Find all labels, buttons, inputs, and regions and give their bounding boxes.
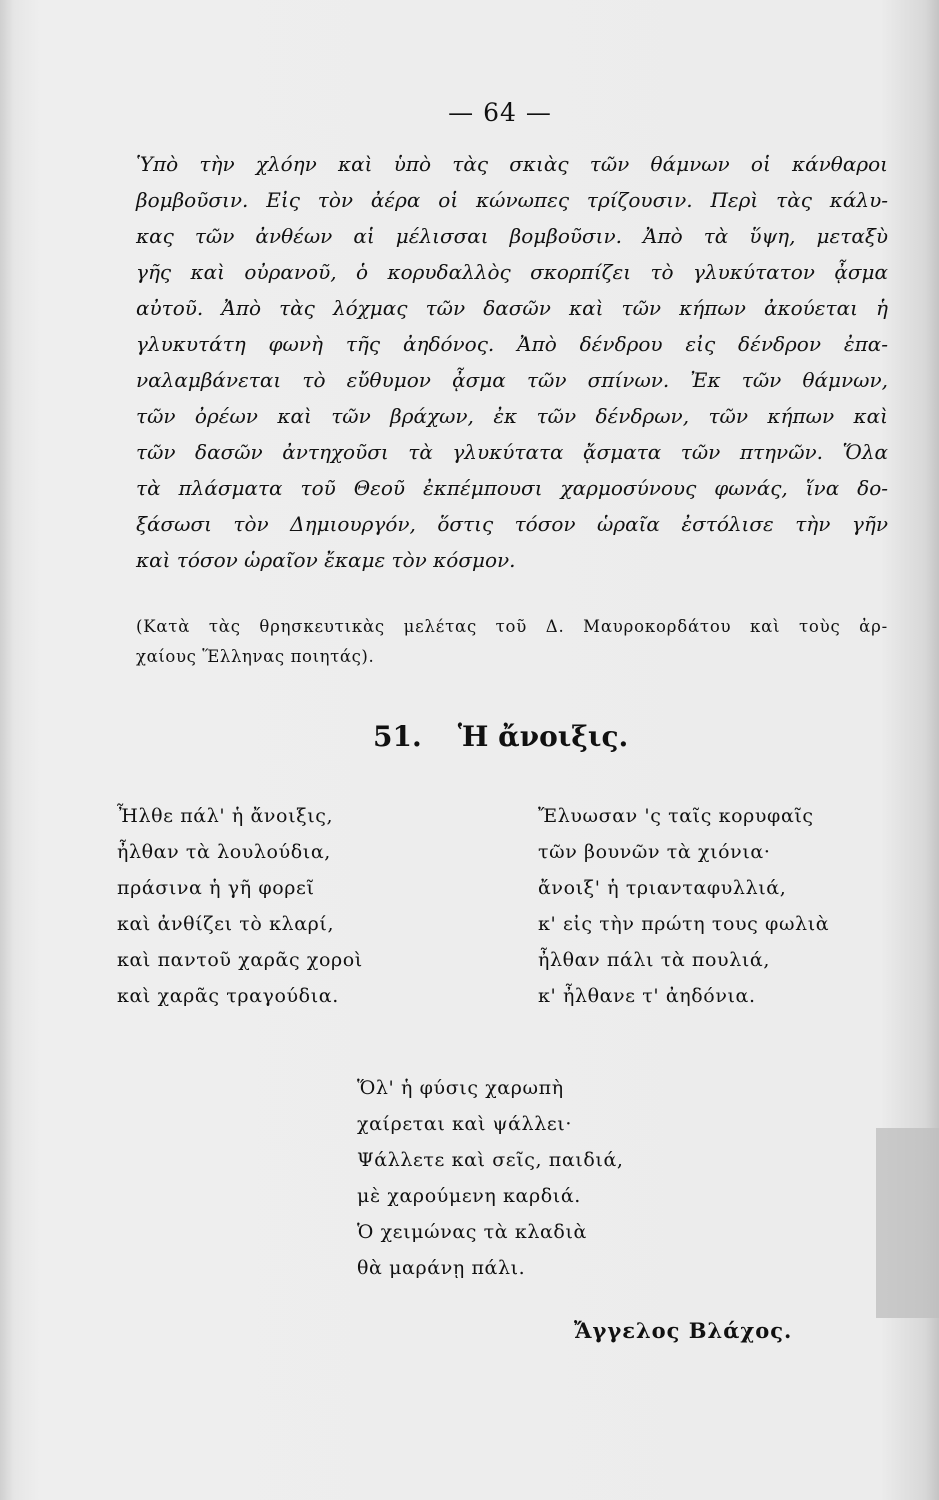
verse-line: Ἦλθε πάλ' ἡ ἄνοιξις, xyxy=(117,805,334,827)
prose-line: Ὑπὸ τὴν χλόην καὶ ὑπὸ τὰς σκιὰς τῶν θάμνων οἱ κάνθαροι xyxy=(136,152,888,176)
verse-line: Ὁ χειμώνας τὰ κλαδιὰ xyxy=(357,1221,587,1243)
show-through-patch xyxy=(876,1128,939,1318)
stanza-right xyxy=(538,798,829,1014)
source-note-line: (Κατὰ τὰς θρησκευτικὰς μελέτας τοῦ Δ. Μαυροκορδάτου καὶ τοὺς ἀρ- xyxy=(136,617,888,636)
verse-line: Ἔλυωσαν 'ς ταῖς κορυφαῖς xyxy=(538,805,814,827)
prose-line: αὐτοῦ. Ἀπὸ τὰς λόχμας τῶν δασῶν καὶ τῶν κήπων ἀκούεται ἡ xyxy=(136,296,888,320)
verse-line: πράσινα ἡ γῆ φορεῖ xyxy=(117,877,315,899)
stanza-left xyxy=(117,798,363,1014)
verse-line: ἦλθαν πάλι τὰ πουλιά, xyxy=(538,949,770,971)
verse-line: κ' εἰς τὴν πρώτη τους φωλιὰ xyxy=(538,913,830,935)
prose-line: τὰ πλάσματα τοῦ Θεοῦ ἐκπέμπουσι χαρμοσύνους φωνάς, ἵνα δο- xyxy=(136,476,888,500)
verse-line: Ὅλ' ἡ φύσις χαρωπὴ xyxy=(357,1077,564,1099)
poem-title: Ἡ ἄνοιξις. xyxy=(457,720,629,753)
source-note-line: χαίους Ἕλληνας ποιητάς). xyxy=(136,647,375,666)
prose-line: κας τῶν ἀνθέων αἱ μέλισσαι βομβοῦσιν. Ἀπὸ τὰ ὕψη, μεταξὺ xyxy=(136,224,888,248)
verse-line: καὶ χαρᾶς τραγούδια. xyxy=(117,985,339,1007)
prose-line: βομβοῦσιν. Εἰς τὸν ἀέρα οἱ κώνωπες τρίζουσιν. Περὶ τὰς κάλυ- xyxy=(136,188,888,212)
verse-line: ἦλθαν τὰ λουλούδια, xyxy=(117,841,331,863)
source-note xyxy=(136,612,888,672)
prose-line: καὶ τόσον ὡραῖον ἔκαμε τὸν κόσμον. xyxy=(136,548,516,572)
verse-line: κ' ἦλθανε τ' ἀηδόνια. xyxy=(538,985,756,1007)
prose-line: τῶν ὀρέων καὶ τῶν βράχων, ἐκ τῶν δένδρων, τῶν κήπων καὶ xyxy=(136,404,888,428)
prose-line: γλυκυτάτη φωνὴ τῆς ἀηδόνος. Ἀπὸ δένδρου εἰς δένδρον ἐπα- xyxy=(136,332,888,356)
verse-line: τῶν βουνῶν τὰ χιόνια· xyxy=(538,841,771,863)
prose-line: τῶν δασῶν ἀντηχοῦσι τὰ γλυκύτατα ᾄσματα τῶν πτηνῶν. Ὅλα xyxy=(136,440,888,464)
poem-heading xyxy=(373,720,628,753)
prose-line: ξάσωσι τὸν Δημιουργόν, ὅστις τόσον ὡραῖα ἐστόλισε τὴν γῆν xyxy=(136,512,888,536)
verse-line: Ψάλλετε καὶ σεῖς, παιδιά, xyxy=(357,1149,624,1171)
stanza-center xyxy=(357,1070,624,1286)
page-number: — 64 — xyxy=(448,98,552,127)
prose-line: γῆς καὶ οὐρανοῦ, ὁ κορυδαλλὸς σκορπίζει τὸ γλυκύτατον ᾆσμα xyxy=(136,260,888,284)
verse-line: ἄνοιξ' ἡ τριανταφυλλιά, xyxy=(538,877,787,899)
prose-paragraph xyxy=(136,146,888,578)
verse-line: θὰ μαράνῃ πάλι. xyxy=(357,1257,526,1279)
prose-line: ναλαμβάνεται τὸ εὔθυμον ᾆσμα τῶν σπίνων. Ἐκ τῶν θάμνων, xyxy=(136,368,888,392)
verse-line: καὶ παντοῦ χαρᾶς χοροὶ xyxy=(117,949,363,971)
verse-line: καὶ ἀνθίζει τὸ κλαρί, xyxy=(117,913,335,935)
verse-line: χαίρεται καὶ ψάλλει· xyxy=(357,1113,572,1135)
verse-line: μὲ χαρούμενη καρδιά. xyxy=(357,1185,581,1207)
poem-number: 51. xyxy=(373,720,422,753)
poem-author: Ἄγγελος Βλάχος. xyxy=(574,1318,793,1343)
